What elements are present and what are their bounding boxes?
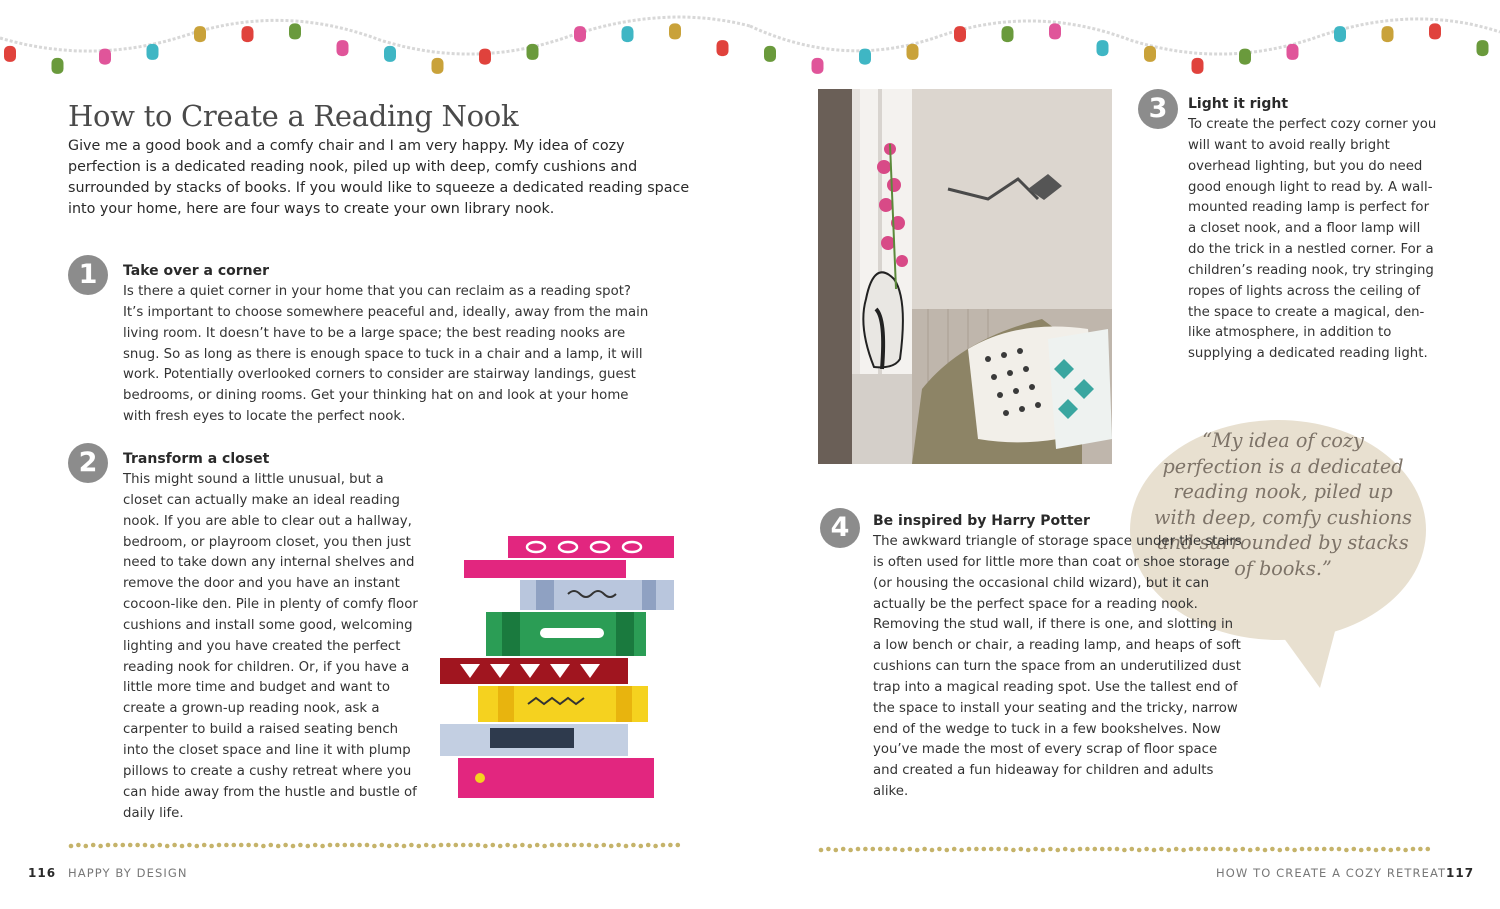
rule-dot [922, 847, 927, 852]
rule-dot [1093, 847, 1098, 852]
light-bulb [1239, 49, 1251, 65]
light-bulb [1097, 40, 1109, 56]
rule-dot [128, 843, 133, 848]
rule-dot [646, 843, 651, 848]
rule-dot [224, 843, 229, 848]
step-1-heading: Take over a corner [123, 263, 270, 279]
rule-dot [602, 843, 607, 848]
rule-dot [1181, 848, 1186, 853]
rule-dot [587, 843, 592, 848]
rule-dot [158, 843, 163, 848]
rule-dot [565, 843, 570, 848]
rule-dot [1359, 848, 1364, 853]
rule-dot [937, 847, 942, 852]
light-bulb [242, 26, 254, 42]
light-bulb [194, 26, 206, 42]
rule-dot [535, 843, 540, 848]
light-bulb [1382, 26, 1394, 42]
rule-dot [1270, 847, 1275, 852]
rule-dot [276, 844, 281, 849]
rule-dot [246, 843, 251, 848]
light-bulb [527, 44, 539, 60]
step-1-badge: 1 [68, 255, 108, 295]
rule-dot [1152, 848, 1157, 853]
stacked-books-illustration [436, 530, 680, 808]
rule-dot [841, 847, 846, 852]
rule-dot [313, 843, 318, 848]
rule-dot [967, 847, 972, 852]
light-bulb [384, 46, 396, 62]
rule-dot [885, 847, 890, 852]
rule-dot [1107, 847, 1112, 852]
rule-dot [446, 843, 451, 848]
rule-dot [1426, 847, 1431, 852]
rule-dot [1167, 848, 1172, 853]
rule-dot [483, 844, 488, 849]
rule-dot [387, 844, 392, 849]
reading-corner-photo [818, 89, 1112, 464]
rule-dot [431, 844, 436, 849]
rule-dot [834, 848, 839, 853]
light-bulb [1287, 44, 1299, 60]
rule-dot [1144, 847, 1149, 852]
rule-dot [878, 847, 883, 852]
rule-dot [915, 848, 920, 853]
light-bulb [574, 26, 586, 42]
rule-dot [1041, 848, 1046, 853]
rule-dot [945, 848, 950, 853]
rule-dot [195, 844, 200, 849]
rule-dot [1204, 847, 1209, 852]
rule-dot [1411, 847, 1416, 852]
rule-dot [579, 843, 584, 848]
rule-dot [1189, 847, 1194, 852]
rule-dot [217, 843, 222, 848]
rule-dot [848, 848, 853, 853]
rule-dot [1218, 847, 1223, 852]
rule-dot [616, 843, 621, 848]
rule-dot [84, 844, 89, 849]
right-dotted-rule [818, 845, 1434, 853]
intro-paragraph: Give me a good book and a comfy chair and I am very happy. My idea of cozy perfection is a dedicated reading nook, piled up with deep, comfy cushions and surrounded by stacks of books. If you would like to squeeze a dedicated reading space into your home, here are four ways to create your own library nook. [68, 138, 690, 217]
rule-dot [291, 844, 296, 849]
rule-dot [335, 843, 340, 848]
rule-dot [1211, 847, 1216, 852]
rule-dot [996, 847, 1001, 852]
rule-dot [974, 847, 979, 852]
light-bulb [764, 46, 776, 62]
rule-dot [180, 844, 185, 849]
rule-dot [959, 848, 964, 853]
rule-dot [624, 844, 629, 849]
right-page-number: 117 [1446, 866, 1475, 880]
rule-dot [505, 843, 510, 848]
rule-dot [232, 843, 237, 848]
rule-dot [1374, 848, 1379, 853]
rule-dot [989, 847, 994, 852]
rule-dot [1292, 848, 1297, 853]
rule-dot [542, 844, 547, 849]
step-2-heading: Transform a closet [123, 451, 270, 467]
rule-dot [1389, 848, 1394, 853]
rule-dot [1307, 847, 1312, 852]
rule-dot [209, 844, 214, 849]
rule-dot [1278, 848, 1283, 853]
rule-dot [454, 843, 459, 848]
rule-dot [900, 848, 905, 853]
light-bulb [99, 49, 111, 65]
rule-dot [1070, 848, 1075, 853]
light-bulb [1002, 26, 1014, 42]
rule-dot [1033, 847, 1038, 852]
rule-dot [343, 843, 348, 848]
rule-dot [1300, 847, 1305, 852]
rule-dot [856, 847, 861, 852]
rule-dot [143, 843, 148, 848]
rule-dot [69, 844, 74, 849]
rule-dot [952, 847, 957, 852]
rule-dot [498, 844, 503, 849]
rule-dot [1329, 847, 1334, 852]
rule-dot [1026, 848, 1031, 853]
rule-dot [165, 844, 170, 849]
rule-dot [1315, 847, 1320, 852]
rule-dot [269, 843, 274, 848]
light-bulb [717, 40, 729, 56]
light-bulb [1144, 46, 1156, 62]
rule-dot [1048, 847, 1053, 852]
rule-dot [283, 843, 288, 848]
rule-dot [520, 843, 525, 848]
step-3-badge: 3 [1138, 89, 1178, 129]
step-4-heading: Be inspired by Harry Potter [873, 513, 1090, 529]
rule-dot [1366, 847, 1371, 852]
rule-dot [1352, 847, 1357, 852]
rule-dot [609, 844, 614, 849]
rule-dot [1226, 847, 1231, 852]
rule-dot [1241, 847, 1246, 852]
rule-dot [1159, 847, 1164, 852]
rule-dot [653, 844, 658, 849]
light-bulb [479, 49, 491, 65]
rule-dot [121, 843, 126, 848]
string-lights-decoration [0, 0, 1500, 90]
rule-dot [1418, 847, 1423, 852]
rule-dot [328, 843, 333, 848]
rule-dot [187, 843, 192, 848]
rule-dot [1085, 847, 1090, 852]
rule-dot [1196, 847, 1201, 852]
rule-dot [1396, 847, 1401, 852]
rule-dot [380, 843, 385, 848]
light-bulb [1429, 23, 1441, 39]
rule-dot [1011, 848, 1016, 853]
rule-dot [557, 843, 562, 848]
rule-dot [639, 844, 644, 849]
rule-dot [1019, 847, 1024, 852]
light-bulb [289, 23, 301, 39]
rule-dot [394, 843, 399, 848]
rule-dot [819, 848, 824, 853]
rule-dot [476, 843, 481, 848]
rule-dot [1137, 848, 1142, 853]
rule-dot [550, 843, 555, 848]
rule-dot [261, 844, 266, 849]
rule-dot [409, 843, 414, 848]
step-4-badge: 4 [820, 508, 860, 548]
rule-dot [1100, 847, 1105, 852]
left-dotted-rule [68, 841, 684, 849]
rule-dot [98, 844, 103, 849]
rule-dot [528, 844, 533, 849]
rule-dot [320, 844, 325, 849]
rule-dot [461, 843, 466, 848]
light-bulb [1049, 23, 1061, 39]
rule-dot [365, 843, 370, 848]
rule-dot [1063, 847, 1068, 852]
rule-dot [1322, 847, 1327, 852]
rule-dot [908, 847, 913, 852]
rule-dot [91, 843, 96, 848]
light-bulb [907, 44, 919, 60]
rule-dot [661, 843, 666, 848]
rule-dot [150, 844, 155, 849]
rule-dot [298, 843, 303, 848]
light-bulb [432, 58, 444, 74]
rule-dot [513, 844, 518, 849]
step-2-body: This might sound a little unusual, but a closet can actually make an ideal reading nook. If you are able to clear out a hallway, bedroom, or playroom closet, you then just need to take down any internal shelves and remove the door and you have an instant cocoon-like den. Pile in plenty of comfy floor cushions and install some good, welcoming lighting and you have created the perfect reading nook for children. Or, if you have a little more time and budget and want to create a grown-up reading nook, ask a carpenter to build a raised seating bench into the closet space and line it with plump pillows to create a cushy retreat where you can hide away from the hustle and bustle of daily life. [123, 472, 418, 821]
rule-dot [863, 847, 868, 852]
rule-dot [1255, 847, 1260, 852]
step-3-heading: Light it right [1188, 96, 1289, 112]
rule-dot [1233, 848, 1238, 853]
rule-dot [1122, 848, 1127, 853]
rule-dot [1344, 848, 1349, 853]
rule-dot [306, 844, 311, 849]
rule-dot [1004, 847, 1009, 852]
rule-dot [594, 844, 599, 849]
page-title: How to Create a Reading Nook [68, 99, 519, 134]
rule-dot [491, 843, 496, 848]
rule-dot [135, 843, 140, 848]
rule-dot [1403, 848, 1408, 853]
rule-dot [357, 843, 362, 848]
left-page-number: 116 [28, 866, 57, 880]
light-bulb [1192, 58, 1204, 74]
rule-dot [424, 843, 429, 848]
light-bulb [147, 44, 159, 60]
rule-dot [350, 843, 355, 848]
rule-dot [113, 843, 118, 848]
rule-dot [871, 847, 876, 852]
rule-dot [1337, 847, 1342, 852]
rule-dot [172, 843, 177, 848]
light-bulb [4, 46, 16, 62]
step-2-badge: 2 [68, 443, 108, 483]
rule-dot [1174, 847, 1179, 852]
rule-dot [372, 844, 377, 849]
rule-dot [893, 847, 898, 852]
light-bulb [669, 23, 681, 39]
rule-dot [1130, 847, 1135, 852]
rule-dot [417, 844, 422, 849]
rule-dot [468, 843, 473, 848]
left-running-title: HAPPY BY DESIGN [68, 866, 188, 880]
rule-dot [1115, 847, 1120, 852]
rule-dot [676, 843, 681, 848]
rule-dot [982, 847, 987, 852]
step-4-body: The awkward triangle of storage space under the stairs is often used for little more than coat or shoe storage (or housing the occasional child wizard), but it can actually be the perfect space for a reading nook. Removing the stud wall, if there is one, and slotting in a low bench or chair, a reading lamp, and heaps of soft cushions can turn the space from an underutilized dust trap into a magical reading spot. Use the tallest end of the space to install your seating and the tricky, narrow end of the wedge to tuck in a few bookshelves. Now you’ve made the most of every scrap of floor space and created a fun hideaway for children and adults alike. [873, 534, 1242, 800]
rule-dot [1381, 847, 1386, 852]
right-running-title: HOW TO CREATE A COZY RETREAT [1216, 866, 1447, 880]
rule-dot [402, 844, 407, 849]
rule-dot [106, 843, 111, 848]
light-bulb [859, 49, 871, 65]
step-3-body: To create the perfect cozy corner you will want to avoid really bright overhead lighting, but you do need good enough light to read by. A wall-mounted reading lamp is perfect for a closet nook, and a floor lamp will do the trick in a nestled corner. For a children’s reading nook, try stringing ropes of lights across the ceiling of the space to create a magical, den-like atmosphere, in addition to supplying a dedicated reading light. [1188, 117, 1437, 362]
rule-dot [668, 843, 673, 848]
rule-dot [1285, 847, 1290, 852]
light-bulb [1477, 40, 1489, 56]
light-bulb [622, 26, 634, 42]
light-bulb [812, 58, 824, 74]
light-bulb [52, 58, 64, 74]
rule-dot [254, 843, 259, 848]
rule-dot [202, 843, 207, 848]
rule-dot [930, 848, 935, 853]
rule-dot [76, 843, 81, 848]
rule-dot [1056, 848, 1061, 853]
rule-dot [1248, 848, 1253, 853]
pull-quote: “My idea of cozy perfection is a dedicated reading nook, piled up with deep, comfy cushions and surrounded by stacks of books.” [1154, 429, 1412, 580]
rule-dot [826, 847, 831, 852]
light-bulb [337, 40, 349, 56]
rule-dot [439, 843, 444, 848]
light-bulb [954, 26, 966, 42]
step-1-body: Is there a quiet corner in your home that you can reclaim as a reading spot? It’s important to choose somewhere peaceful and, ideally, away from the main living room. It doesn’t have to be a large space; the best reading nooks are snug. So as long as there is enough space to tuck in a chair and a lamp, it will work. Potentially overlooked corners to consider are stairway landings, guest bedrooms, or dining rooms. Get your thinking hat on and look at your home with fresh eyes to locate the perfect nook. [123, 284, 649, 425]
light-bulb [1334, 26, 1346, 42]
rule-dot [239, 843, 244, 848]
rule-dot [631, 843, 636, 848]
rule-dot [1263, 848, 1268, 853]
rule-dot [1078, 847, 1083, 852]
rule-dot [572, 843, 577, 848]
